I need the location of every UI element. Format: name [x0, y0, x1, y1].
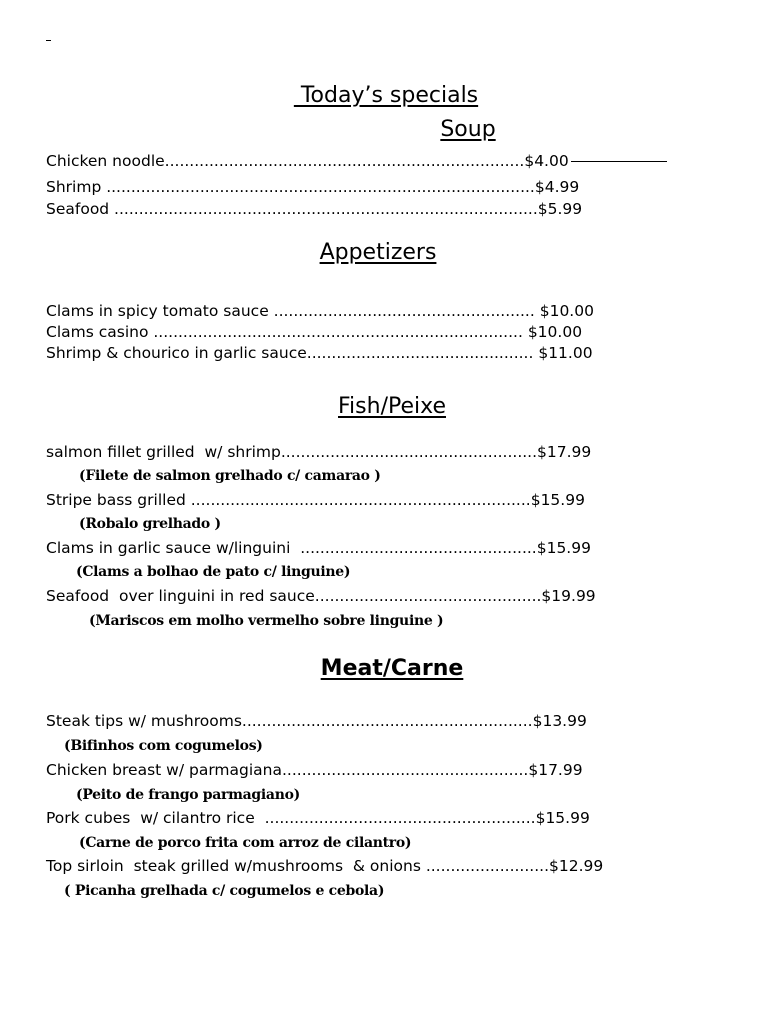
- menu-item-translation: (Robalo grelhado ): [79, 516, 221, 532]
- meat-heading: Meat/Carne: [320, 656, 464, 681]
- soup-heading: Soup: [440, 117, 496, 142]
- menu-item: Clams casino ........................................................................... $10.00: [46, 323, 583, 341]
- menu-item: Clams in spicy tomato sauce ..................................................... $10.00: [46, 302, 594, 320]
- page-title: Today’s specials: [293, 83, 479, 108]
- menu-item: Pork cubes w/ cilantro rice .......................................................$15.99: [46, 809, 590, 827]
- menu-item: Chicken noodle.........................................................................$4.00: [46, 151, 667, 171]
- menu-item: Clams in garlic sauce w/linguini ................................................$15.99: [46, 539, 591, 557]
- menu-item-translation: (Bifinhos com cogumelos): [64, 738, 263, 754]
- menu-item-translation: (Clams a bolhao de pato c/ linguine): [76, 564, 351, 580]
- appetizers-heading: Appetizers: [319, 240, 437, 265]
- menu-item-translation: (Filete de salmon grelhado c/ camarao ): [79, 468, 381, 484]
- menu-item: Seafood ......................................................................................$5.99: [46, 200, 583, 218]
- menu-item: Steak tips w/ mushrooms...........................................................$13.99: [46, 712, 587, 730]
- menu-item-translation: (Peito de frango parmagiano): [76, 787, 300, 803]
- menu-item: Stripe bass grilled .....................................................................$15.99: [46, 491, 585, 509]
- fish-heading: Fish/Peixe: [338, 394, 446, 419]
- menu-item: Chicken breast w/ parmagiana..................................................$17.99: [46, 761, 583, 779]
- menu-item: salmon fillet grilled w/ shrimp....................................................$17.99: [46, 443, 592, 461]
- menu-item-translation: (Carne de porco frita com arroz de cilantro): [79, 835, 412, 851]
- corner-mark: [46, 40, 51, 41]
- menu-item-translation: (Mariscos em molho vermelho sobre linguine ): [89, 613, 444, 629]
- menu-item: Shrimp .......................................................................................$4.99: [46, 178, 580, 196]
- menu-item: Shrimp & chourico in garlic sauce.............................................. $11.00: [46, 344, 593, 362]
- menu-item: Top sirloin steak grilled w/mushrooms & onions .........................$12.99: [46, 857, 604, 875]
- underline-trail: [571, 161, 667, 162]
- menu-item: Seafood over linguini in red sauce..............................................$19.99: [46, 587, 596, 605]
- menu-item-translation: ( Picanha grelhada c/ cogumelos e cebola): [64, 883, 385, 899]
